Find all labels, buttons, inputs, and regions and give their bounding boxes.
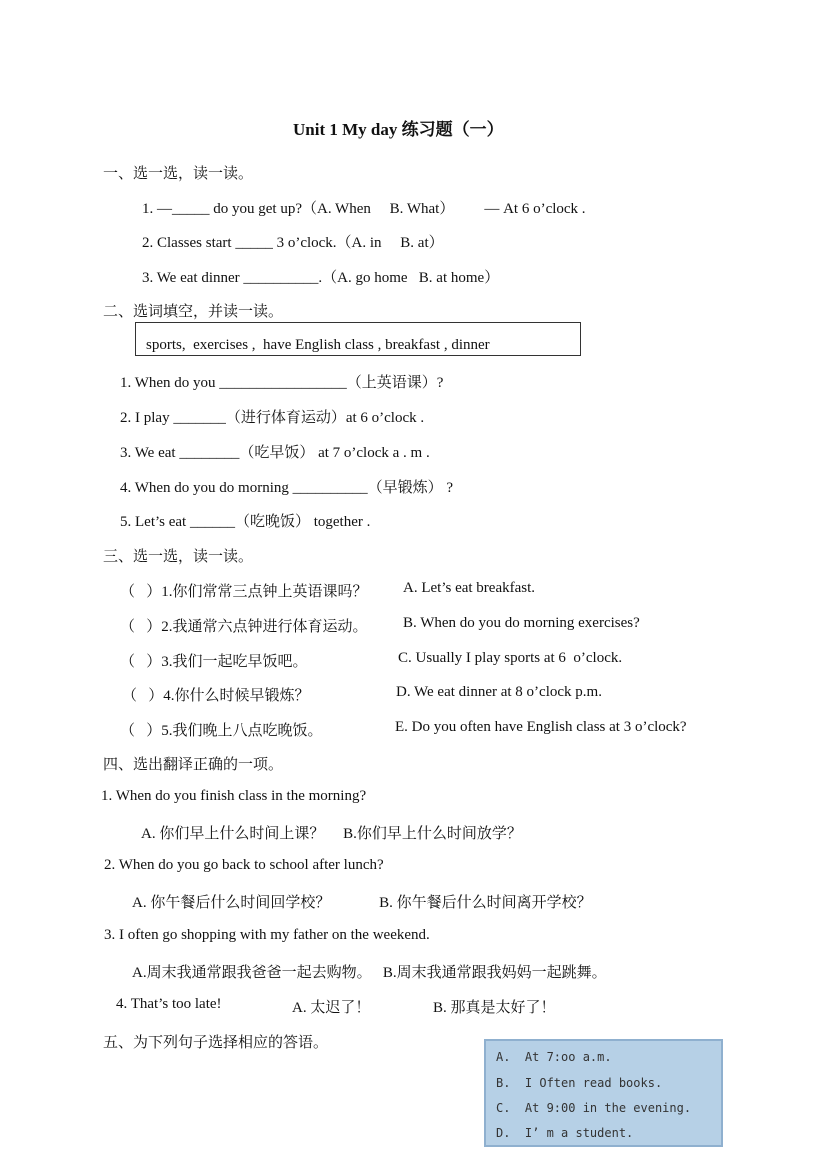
sec2-item-2: 2. I play _______（进行体育运动）at 6 o’clock . xyxy=(120,410,425,426)
section-3-heading: 三、选一选，读一读。 xyxy=(103,549,254,565)
answer-option-c: C. At 9:00 in the evening. xyxy=(496,1101,692,1115)
sec2-item-5: 5. Let’s eat ______（吃晚饭） together . xyxy=(120,514,371,530)
answer-options-box xyxy=(484,1039,723,1147)
sec2-item-3: 3. We eat ________（吃早饭） at 7 o’clock a . m . xyxy=(120,445,430,461)
sec3-left-3: （ ）3.我们一起吃早饭吧。 xyxy=(120,654,308,670)
sec2-item-1: 1. When do you _________________（上英语课）? xyxy=(120,375,444,391)
answer-option-d: D. I’ m a student. xyxy=(496,1126,634,1140)
sec4-options-2: A. 你午餐后什么时间回学校？ B. 你午餐后什么时间离开学校？ xyxy=(132,895,592,911)
sec1-item-3: 3. We eat dinner __________.（A. go home B. at home） xyxy=(142,270,500,286)
section-2-heading: 二、选词填空，并读一读。 xyxy=(103,304,284,320)
sec1-item-1: 1. —_____ do you get up?（A. When B. What） — At 6 o’clock . xyxy=(142,201,586,217)
sec4-question-2: 2. When do you go back to school after lunch? xyxy=(104,857,384,873)
sec4-question-1: 1. When do you finish class in the morning? xyxy=(101,788,367,804)
sec4-option-4b: B. 那真是太好了！ xyxy=(433,1000,556,1016)
answer-option-a: A. At 7:oo a.m. xyxy=(496,1050,612,1064)
word-bank-text: sports, exercises , have English class , breakfast , dinner xyxy=(146,337,490,353)
sec4-options-1: A. 你们早上什么时间上课？ B.你们早上什么时间放学？ xyxy=(141,826,522,842)
sec3-left-4: （ ）4.你什么时候早锻炼？ xyxy=(122,688,310,704)
section-1-heading: 一、选一选，读一读。 xyxy=(103,166,254,182)
sec3-left-1: （ ）1.你们常常三点钟上英语课吗？ xyxy=(120,584,368,600)
sec3-right-5: E. Do you often have English class at 3 o’clock? xyxy=(395,719,687,735)
sec2-item-4: 4. When do you do morning __________（早锻炼） ? xyxy=(120,480,454,496)
sec3-left-2: （ ）2.我通常六点钟进行体育运动。 xyxy=(120,619,368,635)
sec3-right-2: B. When do you do morning exercises? xyxy=(403,615,640,631)
answer-option-b: B. I Often read books. xyxy=(496,1076,663,1090)
section-4-heading: 四、选出翻译正确的一项。 xyxy=(103,757,284,773)
sec4-options-3: A.周末我通常跟我爸爸一起去购物。 B.周末我通常跟我妈妈一起跳舞。 xyxy=(132,965,607,981)
sec1-item-2: 2. Classes start _____ 3 o’clock.（A. in B. at） xyxy=(142,235,444,251)
page-title: Unit 1 My day 练习题（一） xyxy=(293,120,504,139)
sec3-right-4: D. We eat dinner at 8 o’clock p.m. xyxy=(396,684,602,700)
section-5-heading: 五、为下列句子选择相应的答语。 xyxy=(103,1035,329,1051)
word-bank-box xyxy=(135,322,581,356)
sec4-question-3: 3. I often go shopping with my father on the weekend. xyxy=(104,927,430,943)
sec3-left-5: （ ）5.我们晚上八点吃晚饭。 xyxy=(120,723,323,739)
sec4-question-4: 4. That’s too late! xyxy=(116,996,222,1012)
sec3-right-1: A. Let’s eat breakfast. xyxy=(403,580,536,596)
sec4-option-4a: A. 太迟了！ xyxy=(292,1000,371,1016)
sec3-right-3: C. Usually I play sports at 6 o’clock. xyxy=(398,650,623,666)
